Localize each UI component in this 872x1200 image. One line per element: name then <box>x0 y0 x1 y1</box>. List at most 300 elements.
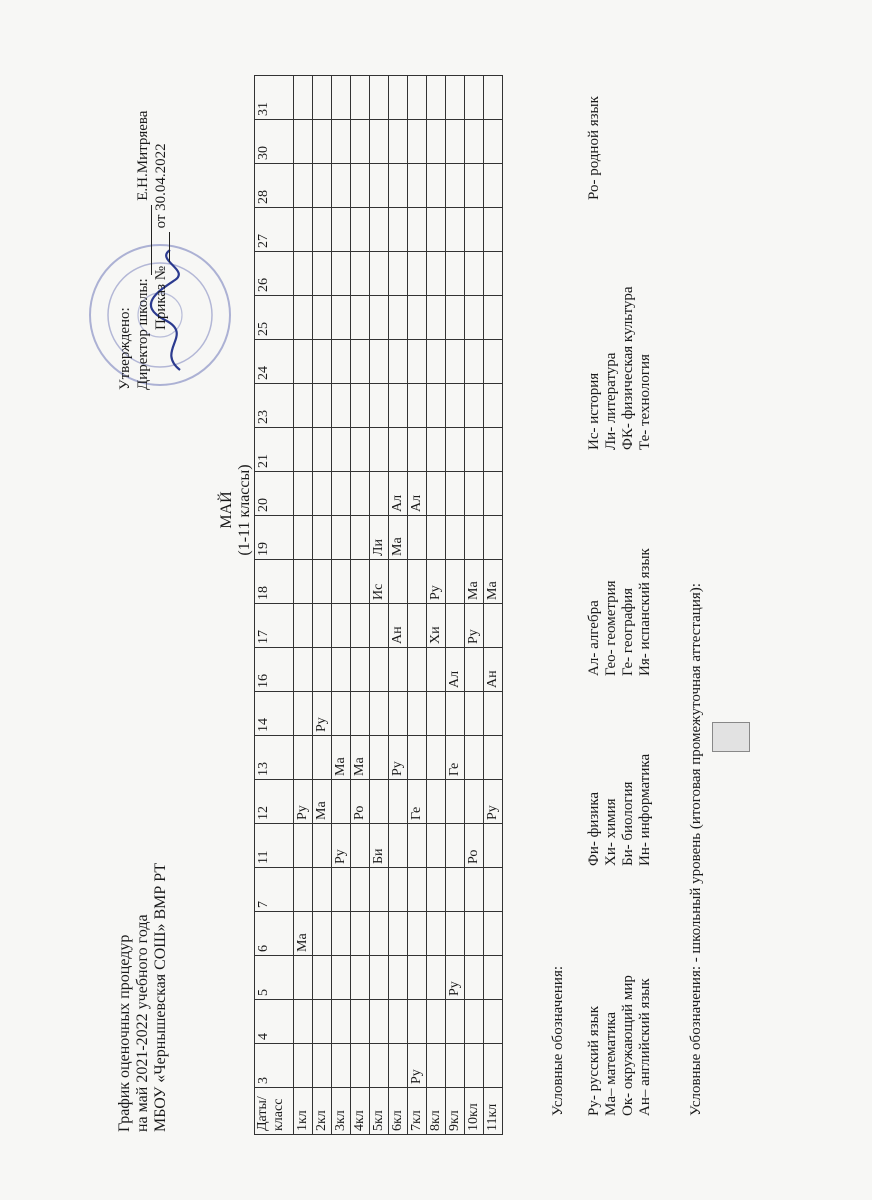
schedule-cell <box>408 648 427 692</box>
schedule-cell <box>370 340 389 384</box>
schedule-cell <box>446 472 465 516</box>
schedule-cell: Ру <box>446 956 465 1000</box>
date-header: 25 <box>255 296 294 340</box>
date-header: 31 <box>255 76 294 120</box>
schedule-cell <box>427 1044 446 1088</box>
schedule-cell <box>427 516 446 560</box>
class-label: 2кл <box>313 1088 332 1135</box>
table-row <box>465 76 484 1135</box>
schedule-cell <box>313 516 332 560</box>
footnote: Условные обозначения: - школьный уровень (итоговая промежуточная аттестация): <box>688 583 704 1116</box>
schedule-cell <box>332 912 351 956</box>
schedule-cell <box>484 296 503 340</box>
schedule-cell: Ро <box>351 780 370 824</box>
legend-item: Би- биология <box>620 781 636 866</box>
schedule-cell <box>332 384 351 428</box>
legend-column-5 <box>586 96 603 200</box>
document-title <box>116 863 170 1132</box>
schedule-cell <box>294 516 313 560</box>
month-label: МАЙ <box>218 491 235 529</box>
schedule-cell: Ге <box>446 736 465 780</box>
schedule-cell <box>294 120 313 164</box>
schedule-cell: Ма <box>332 736 351 780</box>
schedule-cell <box>294 736 313 780</box>
approved-label: Утверждено: <box>117 307 133 390</box>
schedule-cell <box>351 824 370 868</box>
schedule-cell <box>465 76 484 120</box>
table-row <box>446 76 465 1135</box>
legend-item: Те- технология <box>637 354 653 450</box>
schedule-cell <box>484 208 503 252</box>
schedule-cell <box>332 120 351 164</box>
schedule-cell <box>332 780 351 824</box>
table-row <box>332 76 351 1135</box>
schedule-cell <box>389 340 408 384</box>
schedule-cell <box>389 252 408 296</box>
schedule-cell <box>370 252 389 296</box>
schedule-cell <box>294 1000 313 1044</box>
date-header: 5 <box>255 956 294 1000</box>
schedule-cell <box>408 340 427 384</box>
schedule-cell <box>294 252 313 296</box>
schedule-cell <box>313 736 332 780</box>
table-row <box>370 76 389 1135</box>
schedule-cell <box>313 472 332 516</box>
schedule-cell <box>351 208 370 252</box>
schedule-cell <box>389 780 408 824</box>
schedule-cell <box>332 208 351 252</box>
schedule-cell <box>351 1044 370 1088</box>
schedule-cell <box>427 76 446 120</box>
schedule-cell <box>313 648 332 692</box>
schedule-cell <box>427 956 446 1000</box>
schedule-cell <box>484 76 503 120</box>
schedule-cell <box>332 1044 351 1088</box>
legend-item: Фи- физика <box>586 791 602 866</box>
schedule-cell <box>446 384 465 428</box>
schedule-cell <box>332 1000 351 1044</box>
schedule-cell: Ма <box>389 516 408 560</box>
schedule-cell <box>351 692 370 736</box>
schedule-cell <box>389 692 408 736</box>
schedule-cell <box>484 956 503 1000</box>
date-header: 28 <box>255 164 294 208</box>
schedule-cell <box>465 516 484 560</box>
legend-item: Ма– математика <box>603 1011 619 1116</box>
schedule-cell <box>427 824 446 868</box>
schedule-cell <box>465 780 484 824</box>
date-header: 30 <box>255 120 294 164</box>
schedule-cell <box>370 428 389 472</box>
schedule-cell <box>427 340 446 384</box>
schedule-cell: Ге <box>408 780 427 824</box>
schedule-cell <box>313 208 332 252</box>
schedule-cell <box>351 516 370 560</box>
schedule-cell <box>294 1044 313 1088</box>
schedule-cell <box>446 780 465 824</box>
schedule-cell <box>389 208 408 252</box>
schedule-cell <box>294 956 313 1000</box>
schedule-cell: Ан <box>389 604 408 648</box>
legend-item: Ал- алгебра <box>586 600 602 676</box>
schedule-cell <box>351 560 370 604</box>
schedule-cell <box>313 824 332 868</box>
schedule-cell <box>294 208 313 252</box>
schedule-cell <box>484 164 503 208</box>
schedule-cell: Ру <box>427 560 446 604</box>
schedule-cell <box>313 120 332 164</box>
schedule-cell <box>484 604 503 648</box>
schedule-cell <box>351 1000 370 1044</box>
date-header: 24 <box>255 340 294 384</box>
schedule-cell <box>313 296 332 340</box>
schedule-cell <box>313 164 332 208</box>
schedule-cell <box>465 692 484 736</box>
schedule-cell <box>294 560 313 604</box>
director-name: Е.Н.Митряева <box>135 110 151 201</box>
schedule-cell: Ал <box>408 472 427 516</box>
schedule-cell <box>408 208 427 252</box>
schedule-cell <box>351 340 370 384</box>
legend-item: Ин- информатика <box>637 753 653 866</box>
schedule-cell <box>408 956 427 1000</box>
grades-label: (1-11 классы) <box>236 464 253 556</box>
table-row <box>313 76 332 1135</box>
schedule-cell <box>370 736 389 780</box>
legend-column-3 <box>586 548 654 676</box>
table-body <box>294 76 503 1135</box>
schedule-cell <box>465 384 484 428</box>
date-header: 18 <box>255 560 294 604</box>
table-row <box>294 76 313 1135</box>
schedule-cell <box>294 604 313 648</box>
schedule-cell <box>427 648 446 692</box>
schedule-cell <box>370 384 389 428</box>
legend-item: Ро- родной язык <box>586 96 602 200</box>
schedule-cell <box>446 692 465 736</box>
class-label: 9кл <box>446 1088 465 1135</box>
schedule-cell <box>313 560 332 604</box>
schedule-cell <box>446 868 465 912</box>
schedule-cell <box>427 736 446 780</box>
schedule-cell <box>427 428 446 472</box>
schedule-cell <box>446 1044 465 1088</box>
schedule-cell <box>370 76 389 120</box>
class-label: 3кл <box>332 1088 351 1135</box>
schedule-cell <box>294 824 313 868</box>
schedule-cell <box>446 296 465 340</box>
schedule-cell <box>351 428 370 472</box>
date-header: 21 <box>255 428 294 472</box>
schedule-cell <box>389 164 408 208</box>
schedule-cell <box>446 604 465 648</box>
schedule-cell <box>427 780 446 824</box>
schedule-cell <box>332 692 351 736</box>
schedule-cell <box>484 340 503 384</box>
schedule-cell <box>370 296 389 340</box>
schedule-cell <box>427 472 446 516</box>
schedule-cell: Би <box>370 824 389 868</box>
schedule-cell <box>370 1044 389 1088</box>
schedule-cell <box>294 384 313 428</box>
date-header: 16 <box>255 648 294 692</box>
title-line-1: График оценочных процедур <box>116 934 133 1132</box>
schedule-table <box>254 75 503 1135</box>
school-level-swatch <box>712 722 750 752</box>
schedule-cell: Ма <box>313 780 332 824</box>
schedule-cell <box>313 1044 332 1088</box>
schedule-cell <box>370 1000 389 1044</box>
schedule-cell: Ру <box>332 824 351 868</box>
schedule-cell <box>446 164 465 208</box>
schedule-cell: Ан <box>484 648 503 692</box>
schedule-cell <box>351 120 370 164</box>
schedule-cell <box>294 428 313 472</box>
schedule-cell <box>427 164 446 208</box>
schedule-cell <box>294 648 313 692</box>
date-header: 14 <box>255 692 294 736</box>
schedule-cell <box>370 912 389 956</box>
schedule-cell <box>408 560 427 604</box>
legend-item: Ли- литература <box>603 352 619 450</box>
director-prefix: Директор школы: <box>135 278 151 390</box>
legend-column-4 <box>586 286 654 450</box>
month-heading <box>218 380 254 640</box>
schedule-cell <box>465 912 484 956</box>
legend-heading: Условные обозначения: <box>550 965 566 1116</box>
schedule-cell <box>294 76 313 120</box>
schedule-cell <box>351 648 370 692</box>
schedule-cell: Ру <box>465 604 484 648</box>
schedule-cell <box>484 428 503 472</box>
schedule-cell <box>313 428 332 472</box>
legend-column-2 <box>586 754 654 866</box>
schedule-cell <box>370 604 389 648</box>
table-row <box>484 76 503 1135</box>
schedule-cell <box>408 824 427 868</box>
schedule-cell <box>332 428 351 472</box>
schedule-cell <box>313 384 332 428</box>
legend-item: Гео- геометрия <box>603 580 619 676</box>
legend-item: Ия- испанский язык <box>637 548 653 676</box>
schedule-cell <box>313 340 332 384</box>
schedule-cell <box>408 120 427 164</box>
date-header: 20 <box>255 472 294 516</box>
schedule-cell <box>465 1044 484 1088</box>
schedule-cell <box>408 1000 427 1044</box>
schedule-cell <box>446 428 465 472</box>
schedule-cell <box>408 604 427 648</box>
schedule-cell <box>389 912 408 956</box>
schedule-cell <box>408 428 427 472</box>
class-label: 5кл <box>370 1088 389 1135</box>
schedule-cell <box>313 76 332 120</box>
order-date: от 30.04.2022 <box>153 143 169 229</box>
schedule-cell <box>427 208 446 252</box>
schedule-cell: Ро <box>465 824 484 868</box>
schedule-cell <box>446 252 465 296</box>
schedule-cell <box>465 472 484 516</box>
schedule-cell <box>484 824 503 868</box>
schedule-cell <box>294 340 313 384</box>
schedule-cell <box>465 252 484 296</box>
schedule-cell: Хи <box>427 604 446 648</box>
schedule-cell <box>408 164 427 208</box>
order-number-line <box>155 232 170 262</box>
date-header: 17 <box>255 604 294 648</box>
corner-header: Даты/ класс <box>255 1088 294 1135</box>
title-line-3: МБОУ «Чернышевская СОШ» ВМР РТ <box>152 862 169 1132</box>
schedule-cell <box>465 956 484 1000</box>
schedule-cell <box>313 252 332 296</box>
schedule-cell <box>427 912 446 956</box>
class-label: 8кл <box>427 1088 446 1135</box>
schedule-cell <box>408 516 427 560</box>
schedule-cell: Ис <box>370 560 389 604</box>
schedule-cell <box>332 868 351 912</box>
schedule-cell <box>408 692 427 736</box>
schedule-cell <box>446 340 465 384</box>
schedule-cell <box>465 1000 484 1044</box>
schedule-cell <box>446 120 465 164</box>
date-header: 13 <box>255 736 294 780</box>
schedule-cell <box>351 252 370 296</box>
schedule-cell <box>370 164 389 208</box>
date-header: 3 <box>255 1044 294 1088</box>
schedule-cell <box>351 956 370 1000</box>
schedule-cell <box>408 736 427 780</box>
schedule-cell <box>484 868 503 912</box>
schedule-cell <box>389 296 408 340</box>
schedule-cell <box>313 868 332 912</box>
date-header: 7 <box>255 868 294 912</box>
schedule-cell: Ру <box>408 1044 427 1088</box>
schedule-cell <box>351 384 370 428</box>
date-header: 12 <box>255 780 294 824</box>
legend-column-1 <box>586 975 654 1116</box>
schedule-cell <box>351 296 370 340</box>
schedule-cell <box>484 384 503 428</box>
table-row <box>389 76 408 1135</box>
order-line <box>152 60 170 390</box>
date-header: 23 <box>255 384 294 428</box>
schedule-cell <box>465 736 484 780</box>
order-prefix: Приказ № <box>153 265 169 330</box>
schedule-cell <box>484 1000 503 1044</box>
schedule-cell <box>351 868 370 912</box>
schedule-cell <box>484 252 503 296</box>
schedule-cell <box>465 120 484 164</box>
schedule-cell <box>389 868 408 912</box>
schedule-cell: Ал <box>446 648 465 692</box>
schedule-cell <box>332 560 351 604</box>
schedule-cell: Ал <box>389 472 408 516</box>
schedule-cell <box>465 340 484 384</box>
schedule-cell <box>389 428 408 472</box>
schedule-cell: Ли <box>370 516 389 560</box>
signature-line <box>137 205 152 275</box>
schedule-cell <box>484 912 503 956</box>
class-label: 11кл <box>484 1088 503 1135</box>
schedule-cell <box>313 956 332 1000</box>
schedule-cell: Ру <box>484 780 503 824</box>
schedule-cell <box>427 1000 446 1044</box>
legend-item: Ру- русский язык <box>586 1006 602 1116</box>
schedule-cell <box>370 868 389 912</box>
schedule-cell <box>332 956 351 1000</box>
schedule-cell <box>446 1000 465 1044</box>
schedule-cell <box>484 516 503 560</box>
schedule-cell <box>446 560 465 604</box>
schedule-cell <box>370 208 389 252</box>
schedule-cell <box>484 1044 503 1088</box>
schedule-cell <box>332 164 351 208</box>
schedule-cell <box>465 208 484 252</box>
legend-item: Ис- история <box>586 372 602 450</box>
schedule-cell: Ма <box>351 736 370 780</box>
schedule-cell <box>408 868 427 912</box>
class-label: 7кл <box>408 1088 427 1135</box>
schedule-cell <box>313 912 332 956</box>
schedule-cell <box>427 384 446 428</box>
schedule-cell <box>484 736 503 780</box>
legend-item: Ге- география <box>620 587 636 676</box>
schedule-cell <box>370 692 389 736</box>
schedule-cell <box>351 604 370 648</box>
schedule-cell: Ру <box>294 780 313 824</box>
schedule-cell <box>465 296 484 340</box>
director-line <box>134 60 152 390</box>
schedule-cell <box>332 604 351 648</box>
schedule-cell: Ма <box>465 560 484 604</box>
schedule-cell <box>408 296 427 340</box>
date-header: 19 <box>255 516 294 560</box>
class-label: 6кл <box>389 1088 408 1135</box>
date-header: 26 <box>255 252 294 296</box>
schedule-cell <box>484 472 503 516</box>
schedule-cell <box>427 252 446 296</box>
schedule-cell <box>332 76 351 120</box>
schedule-cell: Ру <box>389 736 408 780</box>
schedule-cell <box>465 428 484 472</box>
schedule-cell <box>389 384 408 428</box>
legend-item: ФК- физическая культура <box>620 286 636 450</box>
schedule-cell <box>370 956 389 1000</box>
schedule-cell: Ма <box>484 560 503 604</box>
schedule-cell <box>294 296 313 340</box>
schedule-cell <box>408 912 427 956</box>
class-label: 10кл <box>465 1088 484 1135</box>
schedule-cell <box>294 692 313 736</box>
schedule-cell <box>370 648 389 692</box>
date-header: 6 <box>255 912 294 956</box>
schedule-cell <box>484 692 503 736</box>
schedule-cell <box>446 76 465 120</box>
schedule-cell <box>332 648 351 692</box>
schedule-cell <box>389 824 408 868</box>
schedule-cell <box>351 164 370 208</box>
schedule-cell <box>332 516 351 560</box>
schedule-cell <box>370 472 389 516</box>
legend-item: Ок- окружающий мир <box>620 975 636 1116</box>
schedule-cell <box>408 76 427 120</box>
schedule-cell <box>313 1000 332 1044</box>
schedule-cell <box>332 340 351 384</box>
schedule-cell <box>408 252 427 296</box>
legend-item: Ан– английский язык <box>637 978 653 1116</box>
schedule-cell: Ру <box>313 692 332 736</box>
schedule-cell <box>389 1044 408 1088</box>
